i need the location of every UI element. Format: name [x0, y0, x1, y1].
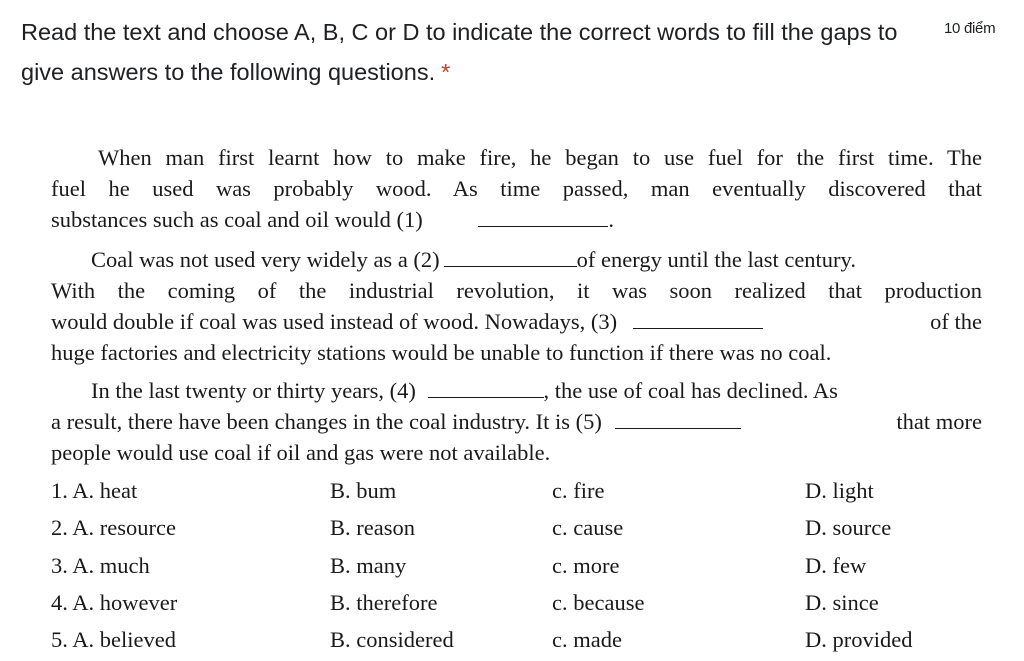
- option-b: B. bum: [330, 478, 397, 503]
- required-marker: *: [441, 59, 451, 85]
- passage-line: huge factories and electricity stations would be unable to function if there was no coal.: [51, 340, 832, 365]
- option-row-2: [51, 512, 991, 544]
- option-c: c. more: [552, 553, 620, 578]
- passage-line: [51, 307, 982, 337]
- option-a: 5. A. believed: [51, 627, 176, 652]
- passage-line: fuel he used was probably wood. As time passed, man eventually discovered that: [51, 176, 982, 201]
- passage-line: With the coming of the industrial revolution, it was soon realized that production: [51, 278, 982, 303]
- option-c: c. because: [552, 590, 645, 615]
- option-b: B. considered: [330, 627, 454, 652]
- gap-1: [478, 206, 608, 227]
- passage-line: [51, 205, 982, 235]
- gap-5: [615, 408, 741, 429]
- passage-text: , the use of coal has declined. As: [543, 378, 838, 403]
- points-label: 10 điểm: [944, 20, 996, 37]
- option-a: 1. A. heat: [51, 478, 138, 503]
- option-c: c. fire: [552, 478, 605, 503]
- passage-line: [51, 407, 982, 437]
- passage-line: [51, 143, 982, 173]
- passage-text: substances such as coal and oil would (1): [51, 207, 423, 232]
- option-d: D. provided: [805, 627, 913, 652]
- option-b: B. reason: [330, 515, 415, 540]
- passage-text: In the last twenty or thirty years, (4): [91, 378, 416, 403]
- gap-4: [428, 377, 544, 398]
- option-row-1: [51, 475, 991, 507]
- gap-2: [444, 246, 577, 267]
- option-row-4: [51, 587, 991, 619]
- option-row-3: [51, 550, 991, 582]
- option-a: 4. A. however: [51, 590, 178, 615]
- passage-text: of the: [930, 309, 982, 334]
- option-d: D. light: [805, 478, 874, 503]
- option-c: c. made: [552, 627, 622, 652]
- passage-text: would double if coal was used instead of wood. Nowadays, (3): [51, 309, 618, 334]
- option-d: D. since: [805, 590, 879, 615]
- passage-text: .: [608, 207, 615, 232]
- option-d: D. few: [805, 553, 867, 578]
- question-title-text: Read the text and choose A, B, C or D to indicate the correct words to fill the gaps to give answers to the following questions.: [21, 19, 898, 85]
- option-a: 3. A. much: [51, 553, 150, 578]
- option-a: 2. A. resource: [51, 515, 176, 540]
- option-b: B. many: [330, 553, 407, 578]
- passage-text: that more: [896, 409, 982, 434]
- gap-3: [633, 308, 763, 329]
- option-c: c. cause: [552, 515, 624, 540]
- passage-line: people would use coal if oil and gas were not available.: [51, 440, 551, 465]
- option-b: B. therefore: [330, 590, 438, 615]
- passage-text: of energy until the last century.: [576, 247, 856, 272]
- passage-line: [51, 376, 982, 406]
- passage-text: When man first learnt how to make fire, he began to use fuel for the first time. The: [98, 145, 982, 170]
- passage-text: Coal was not used very widely as a (2): [91, 247, 440, 272]
- passage-line: [51, 245, 982, 275]
- option-d: D. source: [805, 515, 892, 540]
- passage-text: a result, there have been changes in the coal industry. It is (5): [51, 409, 602, 434]
- option-row-5: [51, 624, 991, 656]
